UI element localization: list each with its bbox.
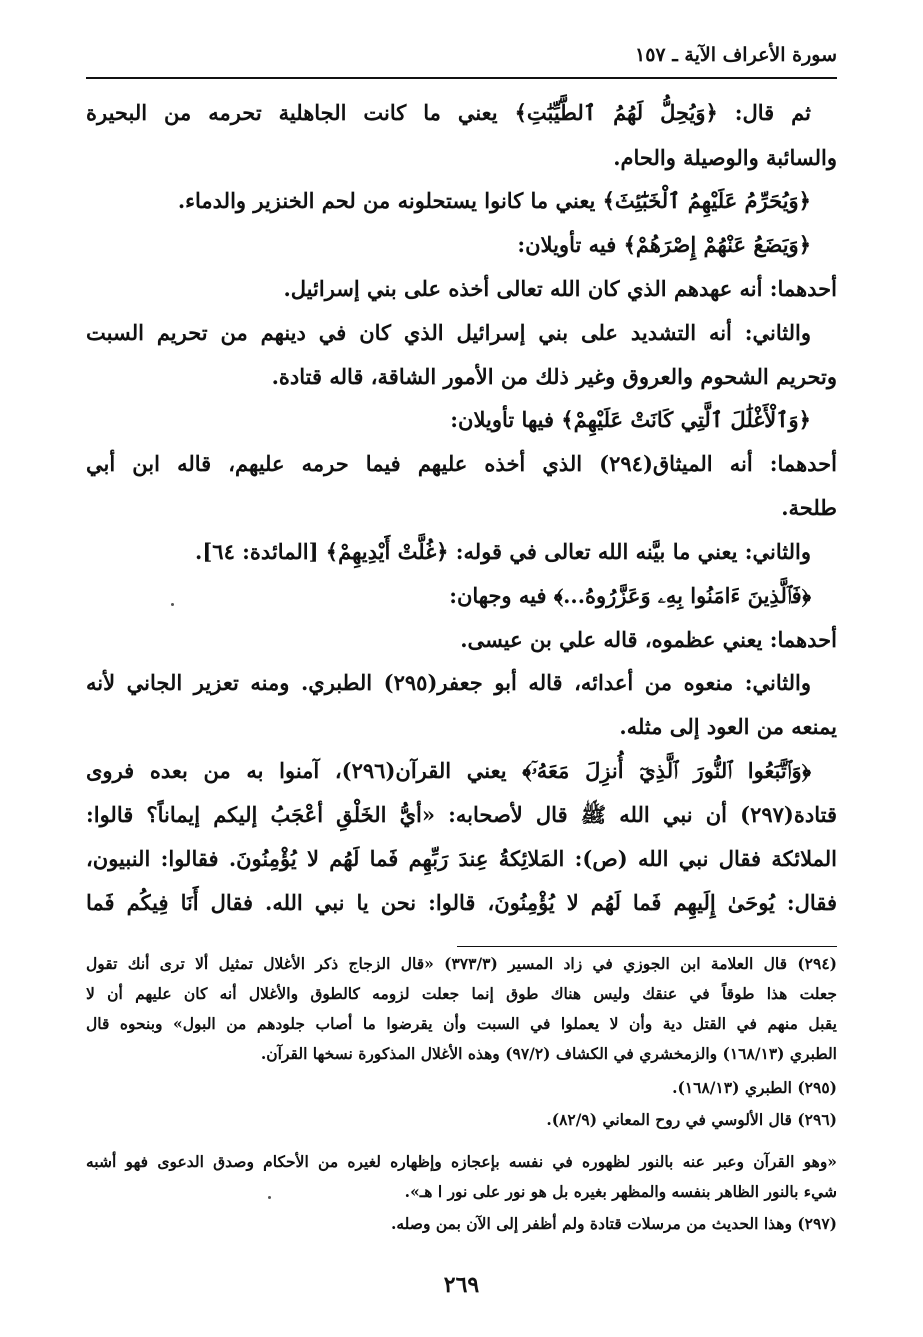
header-rule [86,77,837,79]
body-line: والثاني: منعوه من أعدائه، قاله أبو جعفر(٢٩٥) الطبري. ومنه تعزير الجاني لأنه [86,670,812,695]
body-line: وتحريم الشحوم والعروق وغير ذلك من الأمور الشاقة، قاله قتادة. [271,364,837,389]
body-line: طلحة. [781,495,837,520]
footnote-separator [457,946,837,947]
footnote-line: «وهو القرآن وعبر عنه بالنور لظهوره في نفسه بإعجازه وإظهاره لغيره من الأحكام وصدق الدعوى فهو أشبه [86,1152,837,1171]
running-header [86,36,837,76]
footnote-line: (٢٩٥) الطبري (١٦٨/١٣). [672,1078,837,1097]
footnote-line: يقبل منهم في القتل دية وأن لا يعملوا في السبت وأن يقرضوا ما أصاب جلودهم من البول» وبنحوه قال [86,1014,837,1033]
footnote-line: (٢٩٦) قال الألوسي في روح المعاني (٨٢/٩). [546,1110,837,1129]
footnote-line: جعلت هذا طوقاً في عنقك وليس هناك طوق إنما جعلت لزومه كالطوق والأغلال أنه كان عليهم أن لا [86,984,837,1003]
body-line: والثاني: يعني ما بيَّنه الله تعالى في قوله: ﴿غُلَّتْ أَيْدِيهِمْ﴾ [المائدة: ٦٤]. [195,539,811,564]
body-line: ﴿وَٱلْأَغْلَٰلَ ٱلَّتِي كَانَتْ عَلَيْهِمْ﴾ فيها تأويلان: [450,407,811,432]
print-speck [268,1196,271,1199]
footnote-line: شيء بالنور الظاهر بنفسه والمظهر بغيره بل هو نور على نور ا هـ». [404,1182,837,1201]
body-line: أحدهما: أنه الميثاق(٢٩٤) الذي أخذه عليهم فيما حرمه عليهم، قاله ابن أبي [86,451,837,476]
body-line: والثاني: أنه التشديد على بني إسرائيل الذي كان في دينهم من تحريم السبت [86,320,811,345]
header-title: سورة الأعراف الآية ـ ١٥٧ [634,44,837,66]
footnote-line: الطبري (١٦٨/١٣) والزمخشري في الكشاف (٩٧/٢) وهذه الأغلال المذكورة نسخها القرآن. [260,1044,837,1063]
body-line: ﴿وَيَضَعُ عَنْهُمْ إِصْرَهُمْ﴾ فيه تأويلان: [517,232,811,257]
body-line: ﴿فَٱلَّذِينَ ءَامَنُوا بِهِۦ وَعَزَّرُوهُ...﴾ فيه وجهان: [449,583,811,608]
body-line: قتادة(٢٩٧) أن نبي الله ﷺ قال لأصحابه: «أيُّ الخَلْقِ أعْجَبُ إليكم إيماناً؟ قالوا: [86,802,837,827]
body-line: فقال: يُوحَىٰ إِلَيهِم فَما لَهُم لا يُؤْمِنُونَ، قالوا: نحن يا نبي الله. فقال أَنَا فِيكُم فَما [86,890,837,915]
body-line: ﴿وَٱتَّبَعُوا ٱلنُّورَ ٱلَّذِيٓ أُنزِلَ مَعَهُۥٓ﴾ يعني القرآن(٢٩٦)، آمنوا به من بعده فروى [86,758,811,783]
body-line: ﴿وَيُحَرِّمُ عَلَيْهِمُ ٱلْخَبَٰٓئِثَ﴾ يعني ما كانوا يستحلونه من لحم الخنزير والدماء. [177,188,811,213]
body-line: ثم قال: ﴿وَيُحِلُّ لَهُمُ ٱلطَّيِّبَٰتِ﴾ يعني ما كانت الجاهلية تحرمه من البحيرة [86,100,811,125]
body-line: والسائبة والوصيلة والحام. [613,145,837,170]
page-number: ٢٦٩ [443,1272,480,1298]
footnote-line: (٢٩٤) قال العلامة ابن الجوزي في زاد المسير (٣٧٣/٣) «قال الزجاج ذكر الأغلال تمثيل ألا ترى أنك تقول [86,954,837,973]
print-speck [171,603,174,606]
footnote-line: (٢٩٧) وهذا الحديث من مرسلات قتادة ولم أظفر إلى الآن بمن وصله. [390,1214,837,1233]
body-line: أحدهما: أنه عهدهم الذي كان الله تعالى أخذه على بني إسرائيل. [283,276,837,301]
body-line: أحدهما: يعني عظموه، قاله علي بن عيسى. [460,627,837,652]
body-line: يمنعه من العود إلى مثله. [619,714,837,739]
body-line: الملائكة فقال نبي الله (ص): المَلائِكةُ عِندَ رَبِّهِم فَما لَهُم لا يُؤْمِنُونَ. فقالوا: النبيون، [86,846,837,871]
